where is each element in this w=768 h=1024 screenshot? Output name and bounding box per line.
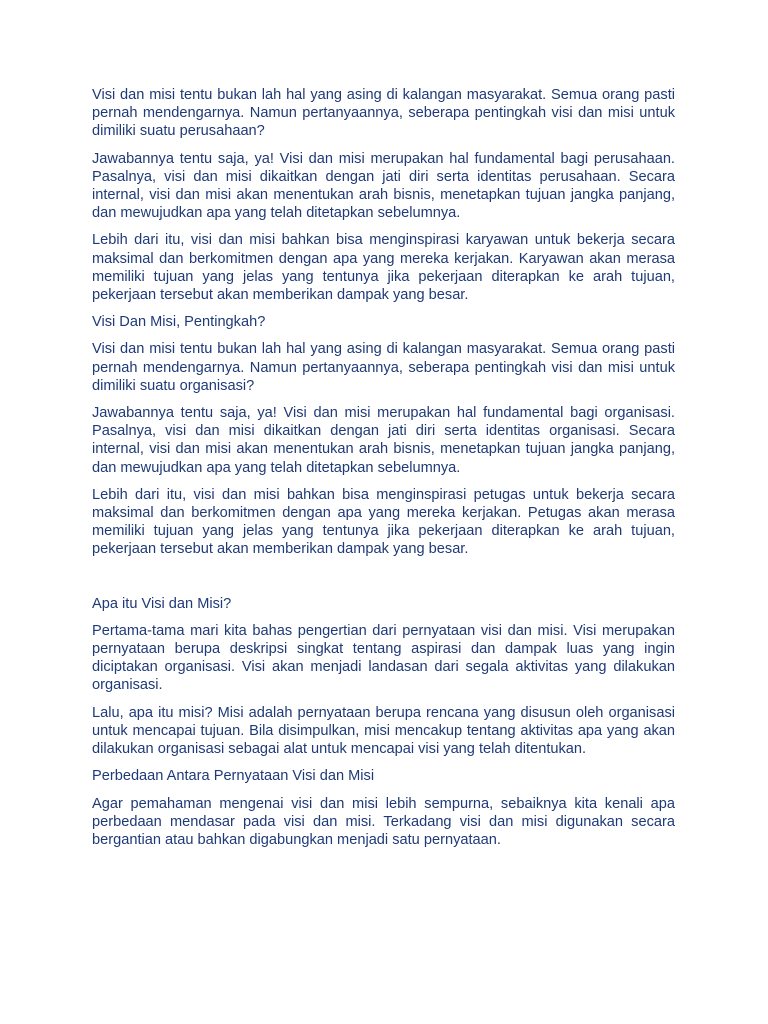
paragraph-inspiration-officers: Lebih dari itu, visi dan misi bahkan bisa menginspirasi petugas untuk bekerja secara maksimal dan berkomitmen dengan apa yang mereka kerjakan. Petugas akan merasa memiliki tujuan yang jelas yang tentunya jika pekerjaan diterapkan ke arah tujuan, pekerjaan tersebut akan memberikan dampak yang besar. — [92, 486, 675, 558]
paragraph-intro-company: Visi dan misi tentu bukan lah hal yang asing di kalangan masyarakat. Semua orang pasti pernah mendengarnya. Namun pertanyaannya, seberapa pentingkah visi dan misi untuk dimiliki suatu perusahaan? — [92, 87, 675, 140]
heading-definition: Apa itu Visi dan Misi? — [92, 595, 232, 612]
blank-line — [92, 568, 675, 586]
paragraph-inspiration-employees: Lebih dari itu, visi dan misi bahkan bisa menginspirasi karyawan untuk bekerja secara maksimal dan berkomitmen dengan apa yang mereka kerjakan. Karyawan akan merasa memiliki tujuan yang jelas yang tentunya jika pekerjaan diterapkan ke arah tujuan, pekerjaan tersebut akan memberikan dampak yang besar. — [92, 232, 675, 304]
heading-difference: Perbedaan Antara Pernyataan Visi dan Misi — [92, 768, 375, 785]
paragraph-difference: Agar pemahaman mengenai visi dan misi lebih sempurna, sebaiknya kita kenali apa perbedaan mendasar pada visi dan misi. Terkadang visi dan misi digunakan secara bergantian atau bahkan digabungkan menjadi satu pernyataan. — [92, 795, 675, 848]
paragraph-answer-company: Jawabannya tentu saja, ya! Visi dan misi merupakan hal fundamental bagi perusahaan. Pasalnya, visi dan misi dikaitkan dengan jati diri serta identitas perusahaan. Secara internal, visi dan misi akan menentukan arah bisnis, menetapkan tujuan jangka panjang, dan mewujudkan apa yang telah ditetapkan sebelumnya. — [92, 150, 675, 222]
heading-importance: Visi Dan Misi, Pentingkah? — [92, 314, 266, 331]
paragraph-vision-definition: Pertama-tama mari kita bahas pengertian dari pernyataan visi dan misi. Visi merupakan pernyataan berupa deskripsi singkat tentang aspirasi dan dampak luas yang ingin diciptakan organisasi. Visi akan menjadi landasan dari segala aktivitas yang dilakukan organisasi. — [92, 622, 675, 694]
paragraph-mission-definition: Lalu, apa itu misi? Misi adalah pernyataan berupa rencana yang disusun oleh organisasi untuk mencapai tujuan. Bila disimpulkan, misi mencakup tentang aktivitas apa yang akan dilakukan organisasi sebagai alat untuk mencapai visi yang telah ditentukan. — [92, 704, 675, 758]
paragraph-intro-organization: Visi dan misi tentu bukan lah hal yang asing di kalangan masyarakat. Semua orang pasti pernah mendengarnya. Namun pertanyaannya, seberapa pentingkah visi dan misi untuk dimiliki suatu organisasi? — [92, 341, 675, 394]
document-page — [92, 86, 675, 858]
paragraph-answer-organization: Jawabannya tentu saja, ya! Visi dan misi merupakan hal fundamental bagi organisasi. Pasalnya, visi dan misi dikaitkan dengan jati diri serta identitas organisasi. Secara internal, visi dan misi akan menentukan arah bisnis, menetapkan tujuan jangka panjang, dan mewujudkan apa yang telah ditetapkan sebelumnya. — [92, 405, 675, 476]
